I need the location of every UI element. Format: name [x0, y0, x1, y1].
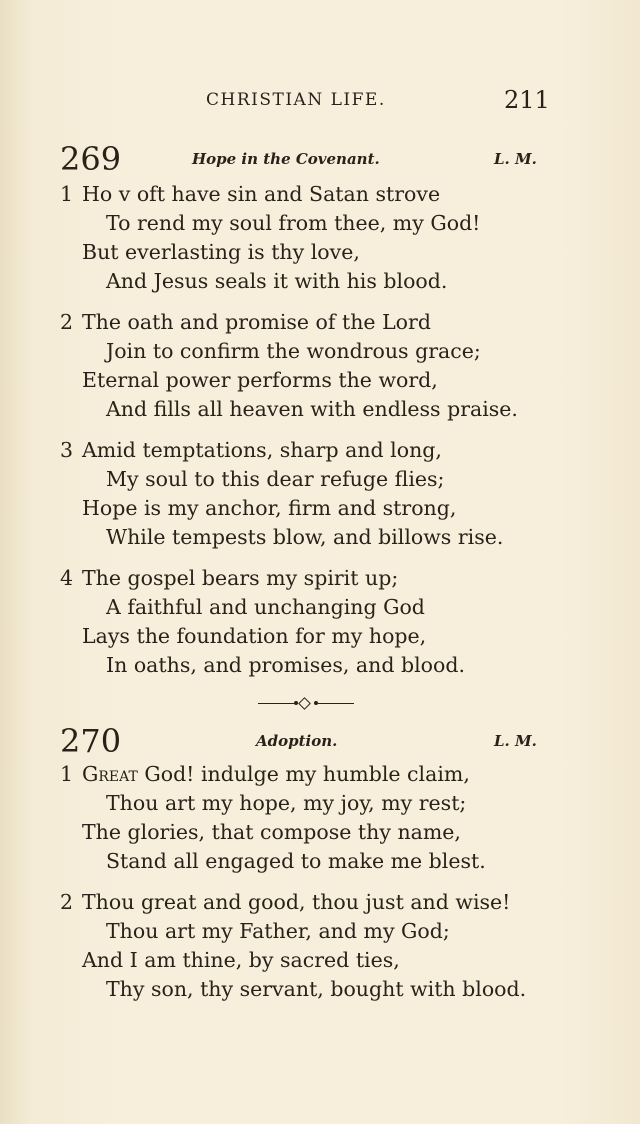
verse-line: Lays the foundation for my hope,: [82, 624, 427, 648]
hymn-number: 270: [60, 722, 122, 760]
hymn-meter: L. M.: [494, 732, 537, 750]
verse-line: Join to confirm the wondrous grace;: [106, 339, 481, 363]
stanza-1: [0, 180, 640, 296]
stanza-3: [0, 436, 640, 552]
stanza-2: [0, 308, 640, 424]
verse-line: And I am thine, by sacred ties,: [82, 948, 400, 972]
verse-line: 1 Great God! indulge my humble claim,: [0, 760, 640, 789]
verse-line: 1 Ho v oft have sin and Satan strove: [0, 180, 640, 209]
verse-number: 2: [60, 890, 74, 914]
hymn-header: [0, 722, 640, 760]
verse-line: Thy son, thy servant, bought with blood.: [106, 977, 527, 1001]
running-title: CHRISTIAN LIFE.: [206, 90, 386, 110]
verse-line: And Jesus seals it with his blood.: [106, 269, 448, 293]
verse-line: Stand all engaged to make me blest.: [106, 849, 486, 873]
stanza-2: [0, 888, 640, 1004]
verse-number: 1: [60, 182, 74, 206]
hymn-270: [0, 722, 640, 1016]
verse-number: 3: [60, 438, 74, 462]
verse-line: A faithful and unchanging God: [106, 595, 425, 619]
verse-number: 4: [60, 566, 74, 590]
verse-line: In oaths, and promises, and blood.: [106, 653, 465, 677]
lead-word: Great: [82, 762, 138, 786]
stanza-4: [0, 564, 640, 680]
verse-line: My soul to this dear refuge flies;: [106, 467, 445, 491]
hymn-title: Adoption.: [256, 732, 338, 750]
hymn-header: [0, 140, 640, 180]
stanza-1: [0, 760, 640, 876]
hymn-meter: L. M.: [494, 150, 537, 168]
verse-number: 2: [60, 310, 74, 334]
verse-line: To rend my soul from thee, my God!: [106, 211, 481, 235]
hymn-number: 269: [60, 140, 122, 178]
verse-line: Eternal power performs the word,: [82, 368, 438, 392]
ornamental-divider: [258, 696, 354, 710]
verse-line: 2 The oath and promise of the Lord: [0, 308, 640, 337]
verse-line: While tempests blow, and billows rise.: [106, 525, 504, 549]
hymn-title: Hope in the Covenant.: [192, 150, 380, 168]
verse-line: The glories, that compose thy name,: [82, 820, 461, 844]
verse-line: And fills all heaven with endless praise.: [106, 397, 518, 421]
verse-line: But everlasting is thy love,: [82, 240, 360, 264]
verse-number: 1: [60, 762, 74, 786]
verse-line: Thou art my Father, and my God;: [106, 919, 450, 943]
verse-line: 3 Amid temptations, sharp and long,: [0, 436, 640, 465]
verse-line: 2 Thou great and good, thou just and wise!: [0, 888, 640, 917]
verse-line: Hope is my anchor, firm and strong,: [82, 496, 457, 520]
verse-line: Thou art my hope, my joy, my rest;: [106, 791, 467, 815]
hymn-269: [0, 140, 640, 692]
page-number: 211: [504, 86, 550, 114]
verse-line: 4 The gospel bears my spirit up;: [0, 564, 640, 593]
running-head: [0, 86, 640, 116]
